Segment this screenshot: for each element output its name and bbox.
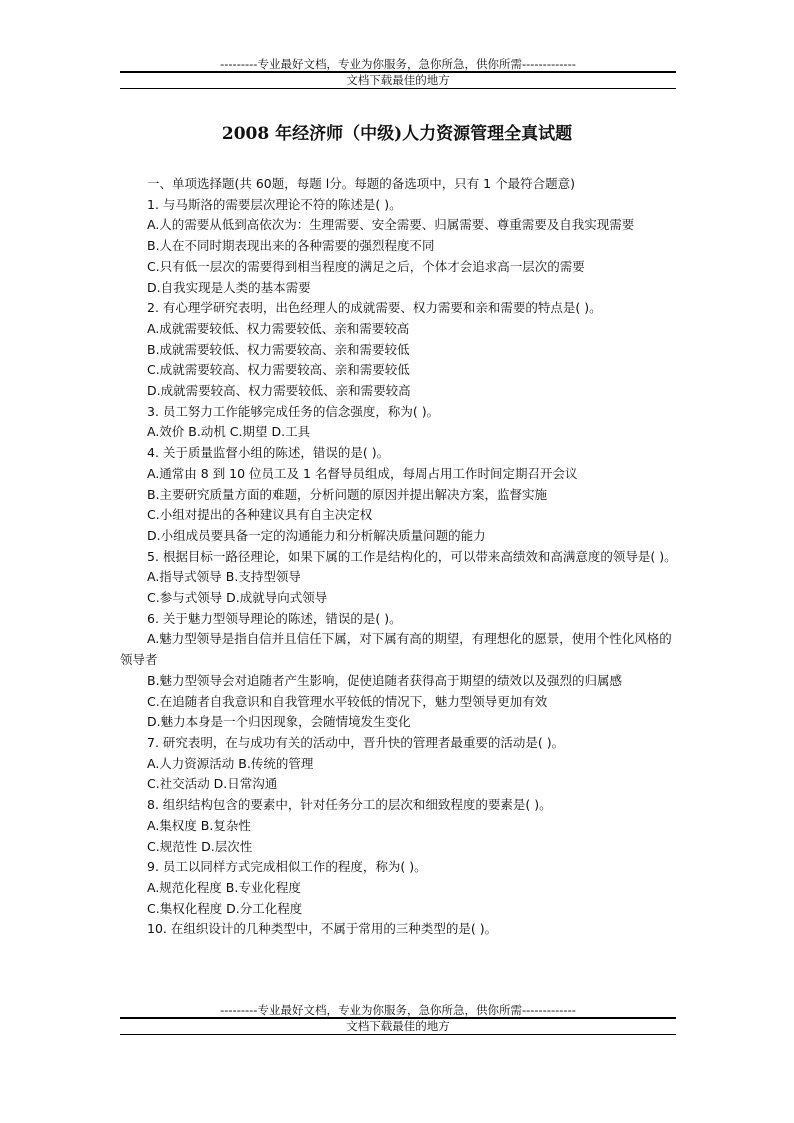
text-line: A.效价 B.动机 C.期望 D.工具 (147, 424, 311, 440)
text-line: 1. 与马斯洛的需要层次理论不符的陈述是( )。 (147, 196, 402, 212)
text-line: D.自我实现是人类的基本需要 (147, 279, 311, 295)
text-line: C.集权化程度 D.分工化程度 (147, 900, 303, 916)
text-line: 7. 研究表明，在与成功有关的活动中，晋升快的管理者最重要的活动是( )。 (147, 734, 565, 750)
text-line: C.社交活动 D.日常沟通 (147, 776, 278, 792)
text-line: A.魅力型领导是指自信并且信任下属，对下属有高的期望，有理想化的愿景，使用个性化风格的领导者 (120, 631, 672, 668)
document-title: 2008 年经济师（中级)人力资源管理全真试题 (221, 124, 573, 144)
text-line: A.成就需要较低、权力需要较低、亲和需要较高 (147, 320, 410, 336)
text-line: 5. 根据目标一路径理论，如果下属的工作是结构化的，可以带来高绩效和高满意度的领导是( )。 (147, 548, 677, 564)
text-line: C.只有低一层次的需要得到相当程度的满足之后，个体才会追求高一层次的需要 (147, 258, 585, 274)
text-line: D.成就需要较高、权力需要较低、亲和需要较高 (147, 383, 411, 399)
text-line: C.规范性 D.层次性 (147, 838, 253, 854)
footer-slogan: ---------专业最好文档，专业为你服务，急你所急，供你所需------------- (220, 1003, 576, 1017)
text-line: 一、单项选择题(共 60题，每题 l分。每题的备选项中，只有 1 个最符合题意) (147, 176, 575, 191)
text-line: 10. 在组织设计的几种类型中，不属于常用的三种类型的是( )。 (147, 921, 498, 937)
text-line: 2. 有心理学研究表明，出色经理人的成就需要、权力需要和亲和需要的特点是( )。 (147, 300, 602, 316)
text-line: 4. 关于质量监督小组的陈述，错误的是( )。 (147, 445, 390, 461)
text-line: C.在追随者自我意识和自我管理水平较低的情况下，魅力型领导更加有效 (147, 693, 548, 709)
footer-bottom-rule (120, 1034, 676, 1035)
text-line: 9. 员工以同样方式完成相似工作的程度，称为( )。 (147, 859, 427, 875)
text-line: A.人力资源活动 B.传统的管理 (147, 755, 314, 771)
header-slogan: ---------专业最好文档，专业为你服务，急你所急，供你所需------------- (220, 57, 576, 71)
text-line: A.指导式领导 B.支持型领导 (147, 569, 301, 585)
text-line: A.通常由 8 到 10 位员工及 1 名督导员组成，每周占用工作时间定期召开会议 (147, 465, 578, 481)
text-line: 6. 关于魅力型领导理论的陈述，错误的是( )。 (147, 610, 402, 626)
text-line: A.规范化程度 B.专业化程度 (147, 879, 301, 895)
question-body (120, 174, 678, 940)
text-line: B.人在不同时期表现出来的各种需要的强烈程度不同 (147, 238, 435, 254)
text-line: 8. 组织结构包含的要素中，针对任务分工的层次和细致程度的要素是( )。 (147, 797, 552, 813)
text-line: B.主要研究质量方面的难题，分析问题的原因并提出解决方案，监督实施 (147, 486, 548, 502)
text-line: B.魅力型领导会对追随者产生影响，促使追随者获得高于期望的绩效以及强烈的归属感 (147, 672, 623, 688)
text-line: C.小组对提出的各种建议具有自主决定权 (147, 507, 373, 523)
header-subtitle: 文档下载最佳的地方 (346, 73, 450, 87)
text-line: A.人的需要从低到高依次为：生理需要、安全需要、归属需要、尊重需要及自我实现需要 (147, 217, 635, 233)
page-footer (120, 1003, 676, 1035)
text-line: D.小组成员要具备一定的沟通能力和分析解决质量问题的能力 (147, 527, 486, 543)
text-line: B.成就需要较低、权力需要较高、亲和需要较低 (147, 341, 410, 357)
text-line: D.魅力本身是一个归因现象，会随情境发生变化 (147, 714, 411, 730)
text-line: C.成就需要较高、权力需要较高、亲和需要较低 (147, 362, 410, 378)
header-bottom-rule (120, 88, 676, 89)
text-line: 3. 员工努力工作能够完成任务的信念强度，称为( )。 (147, 403, 440, 419)
page-header (120, 57, 676, 89)
text-line: A.集权度 B.复杂性 (147, 817, 251, 833)
text-line: C.参与式领导 D.成就导向式领导 (147, 590, 328, 606)
footer-subtitle: 文档下载最佳的地方 (346, 1019, 450, 1033)
